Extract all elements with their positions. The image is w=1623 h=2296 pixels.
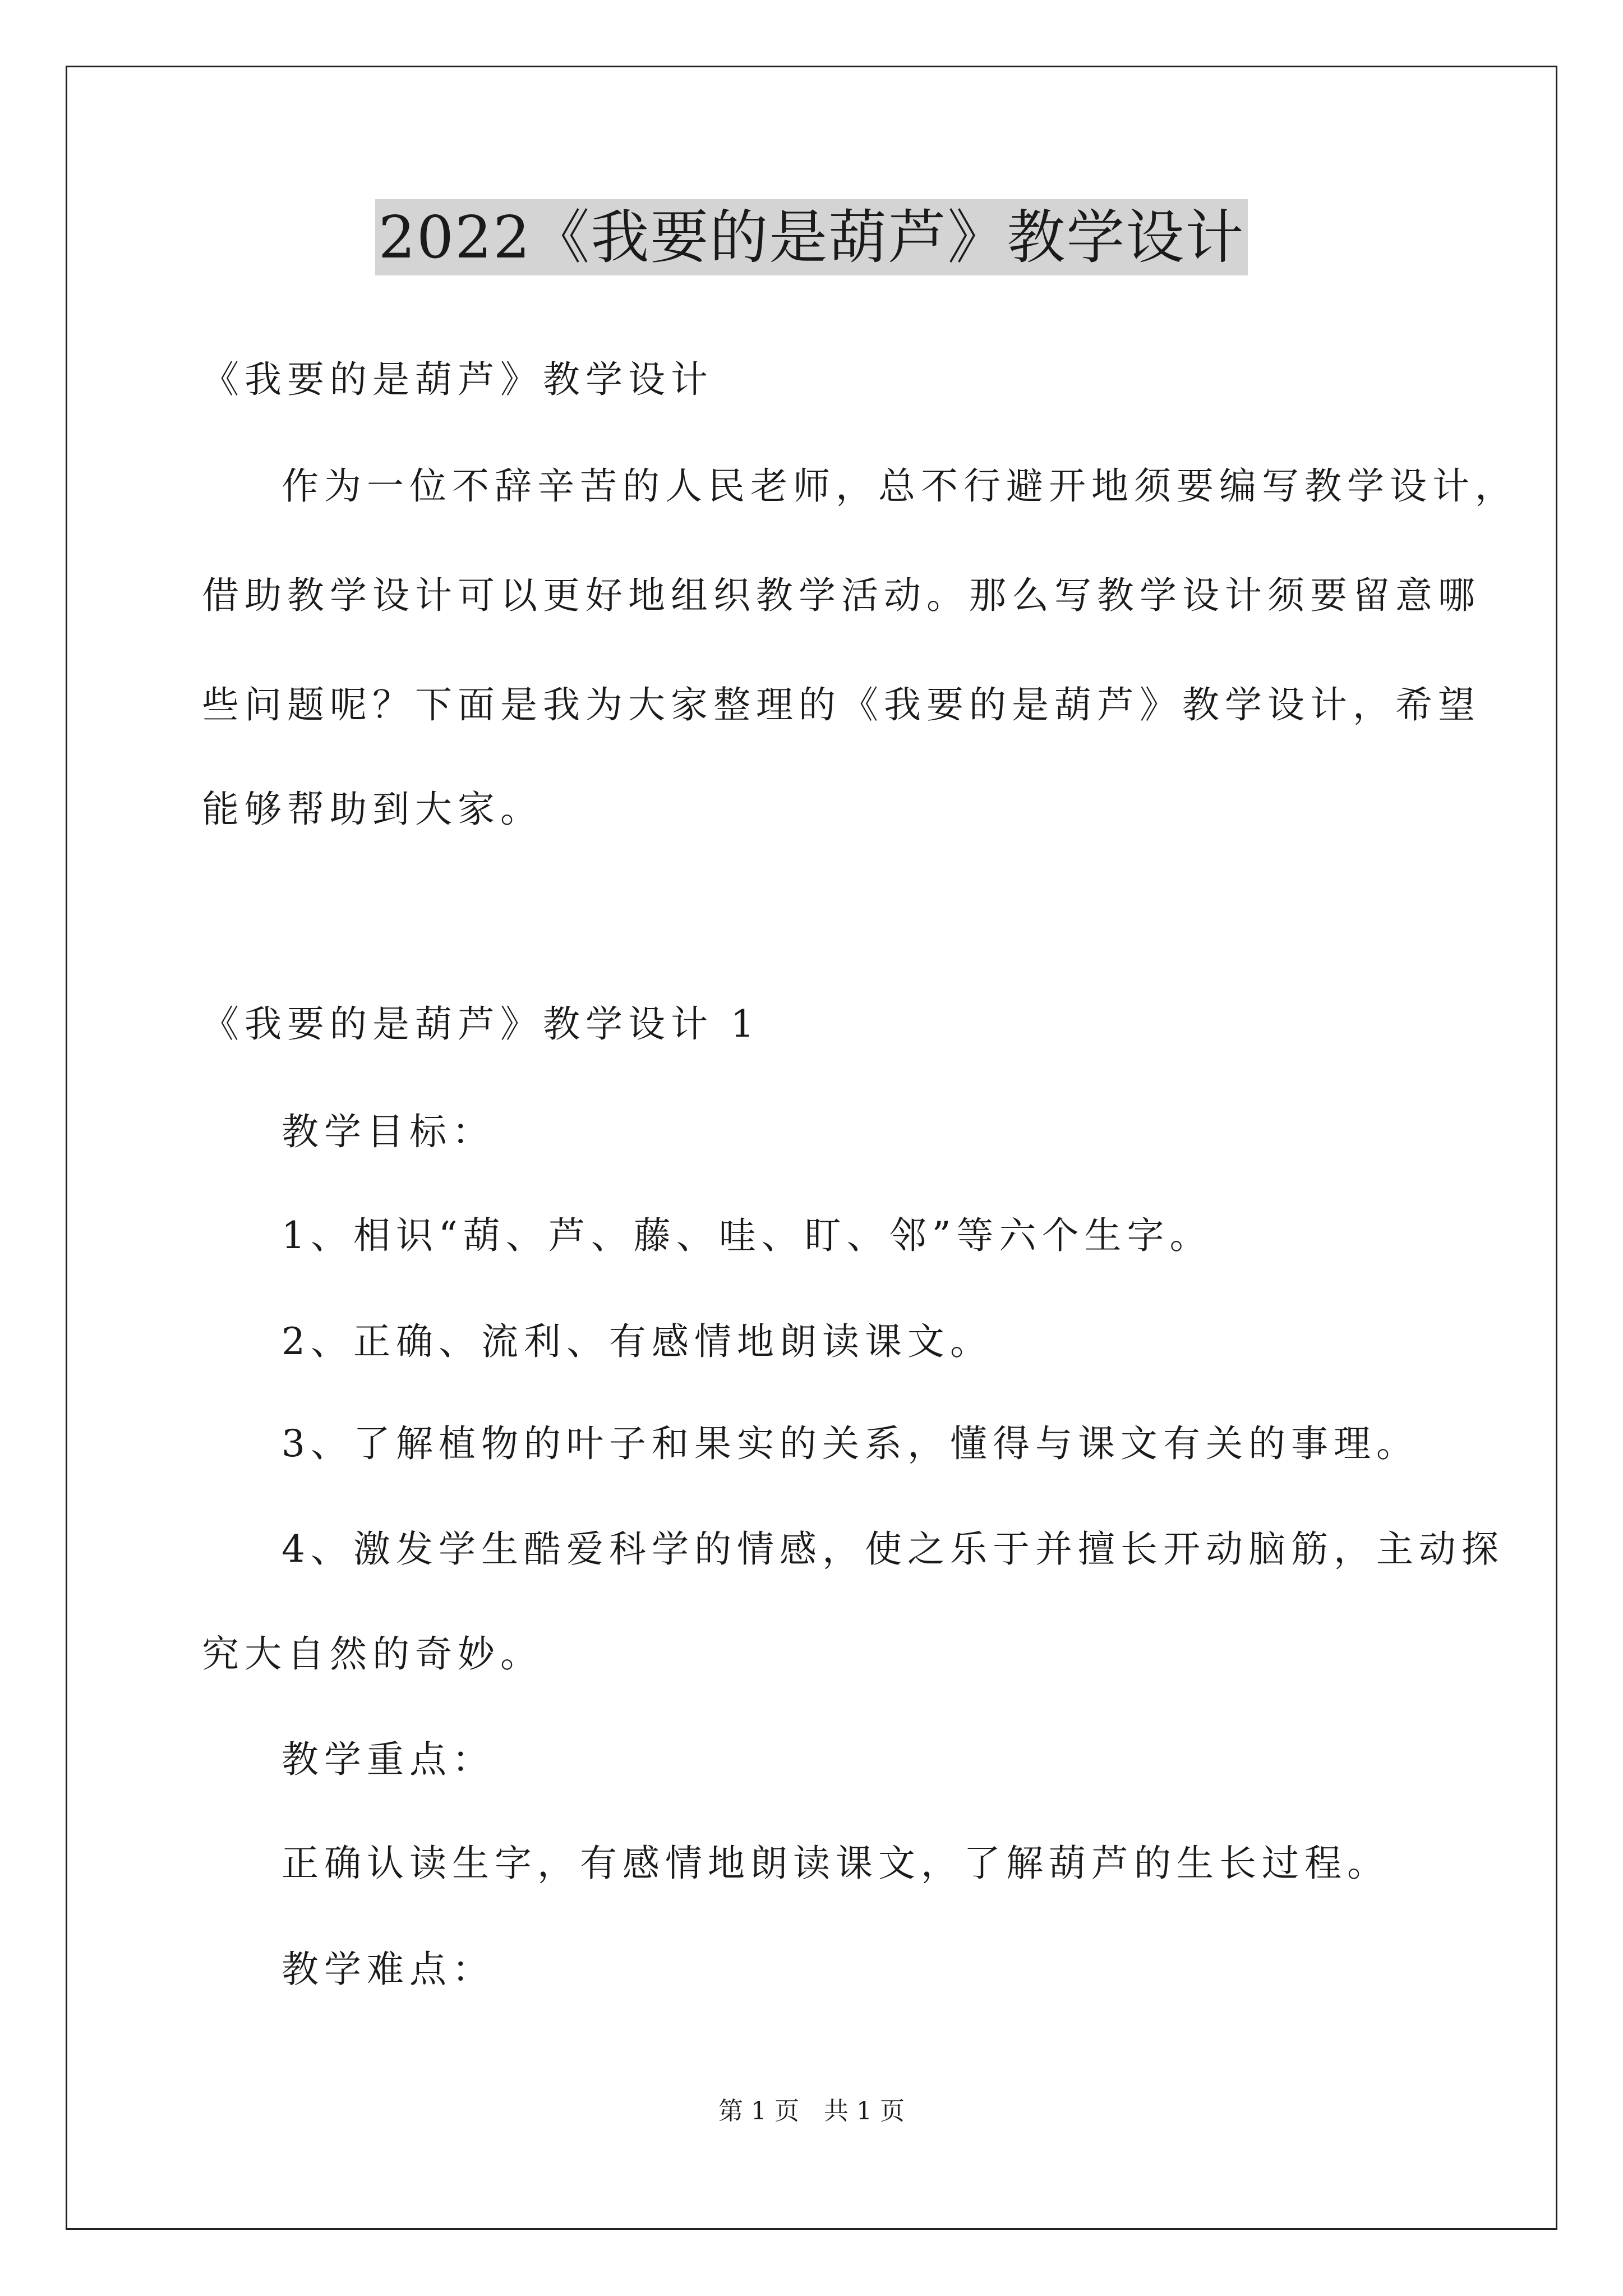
subheading-key-points: 教学重点： (282, 1738, 495, 1781)
document-title: 2022《我要的是葫芦》教学设计 (375, 199, 1248, 275)
title-container (0, 199, 1623, 275)
section-heading: 《我要的是葫芦》教学设计 1 (202, 1002, 760, 1046)
intro-paragraph-line: 能够帮助到大家。 (202, 788, 543, 831)
intro-paragraph-line: 借助教学设计可以更好地组织教学活动。那么写教学设计须要留意哪 (202, 574, 1481, 617)
subheading-difficulties: 教学难点： (282, 1948, 495, 1991)
intro-paragraph-line: 些问题呢？下面是我为大家整理的《我要的是葫芦》教学设计，希望 (202, 683, 1481, 726)
section-heading: 《我要的是葫芦》教学设计 (202, 358, 713, 401)
page-footer: 第 1 页 共 1 页 (718, 2097, 905, 2125)
objective-item: 2、正确、流利、有感情地朗读课文。 (282, 1320, 993, 1363)
objective-item: 4、激发学生酷爱科学的情感，使之乐于并擅长开动脑筋，主动探 (282, 1527, 1504, 1571)
subheading-objectives: 教学目标： (282, 1110, 495, 1153)
objective-item: 1、相识“葫、芦、藤、哇、盯、邻”等六个生字。 (282, 1214, 1212, 1257)
objective-item-continued: 究大自然的奇妙。 (202, 1632, 543, 1676)
objective-item: 3、了解植物的叶子和果实的关系，懂得与课文有关的事理。 (282, 1422, 1419, 1465)
key-points-text: 正确认读生字，有感情地朗读课文，了解葫芦的生长过程。 (282, 1842, 1390, 1885)
intro-paragraph-line: 作为一位不辞辛苦的人民老师，总不行避开地须要编写教学设计， (282, 464, 1518, 508)
